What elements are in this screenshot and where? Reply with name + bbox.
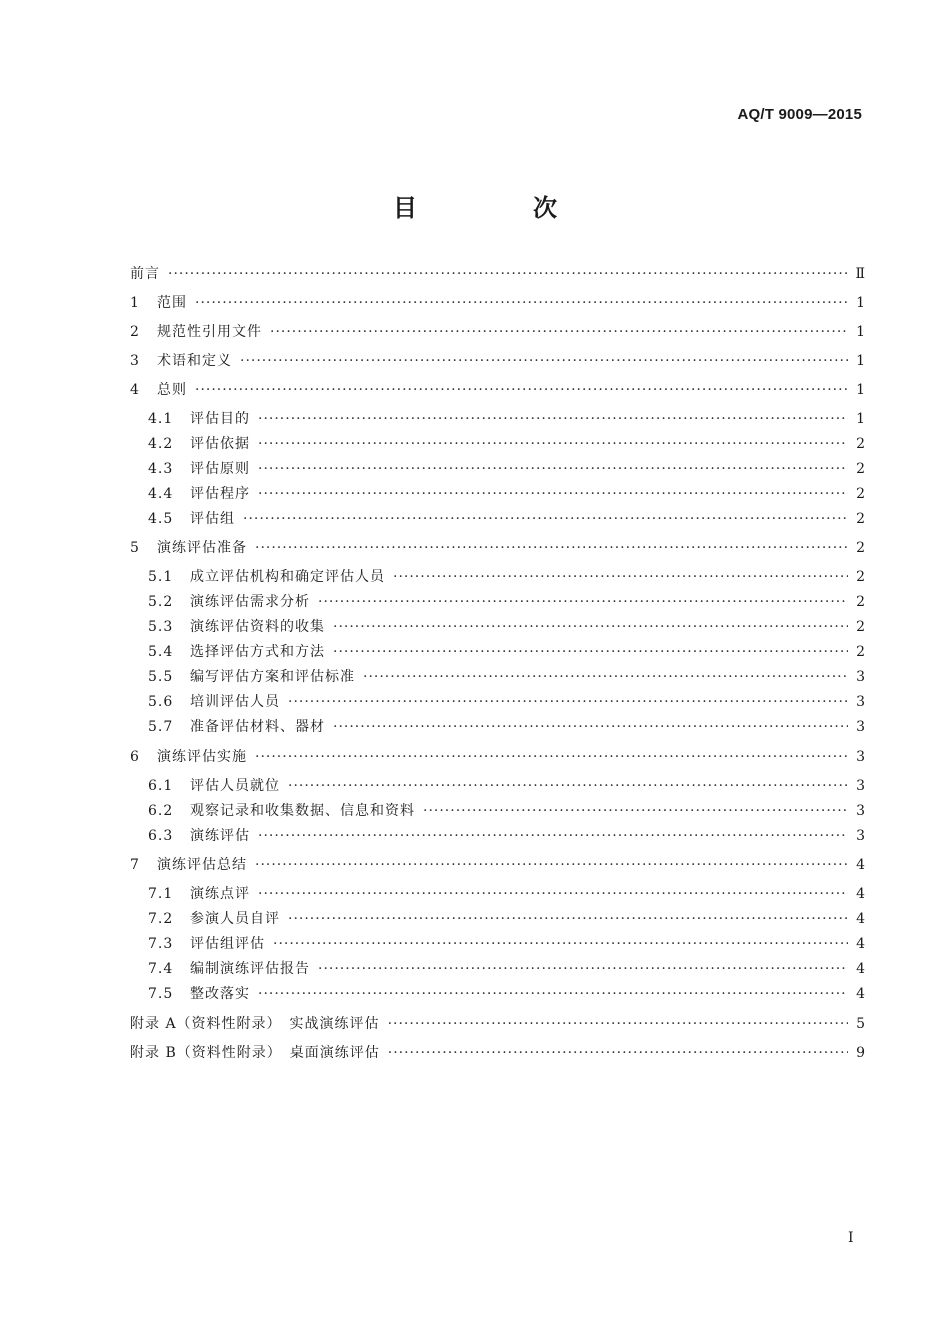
toc-entry-label: 术语和定义 (157, 353, 232, 369)
toc-leader-dots (255, 857, 848, 873)
toc-leader-dots (318, 961, 848, 977)
toc-entry[interactable] (130, 825, 865, 845)
toc-entry-label: 编写评估方案和评估标准 (190, 669, 355, 685)
toc-entry[interactable] (130, 691, 865, 711)
toc-entry-label: 评估依据 (190, 436, 250, 452)
toc-leader-dots (258, 986, 848, 1002)
toc-entry-page: 3 (856, 778, 865, 794)
toc-entry-page: 4 (856, 857, 865, 873)
toc-entry-label: 评估目的 (190, 411, 250, 427)
toc-entry-number: 2 (130, 324, 140, 340)
toc-entry-page: 2 (856, 644, 865, 660)
toc-entry-number: 6.3 (148, 828, 174, 844)
toc-entry[interactable] (130, 566, 865, 586)
toc-entry-label: 准备评估材料、器材 (190, 719, 325, 735)
toc-entry-number: 5.3 (148, 619, 174, 635)
toc-entry-page: 3 (856, 803, 865, 819)
toc-entry[interactable] (130, 458, 865, 478)
toc-entry[interactable] (130, 746, 865, 766)
toc-leader-dots (195, 295, 848, 311)
toc-entry-label: 附录 B（资料性附录） 桌面演练评估 (130, 1045, 380, 1061)
toc-entry-page: 2 (856, 486, 865, 502)
toc-entry[interactable] (130, 350, 865, 370)
toc-leader-dots (388, 1016, 849, 1032)
toc-entry-label: 观察记录和收集数据、信息和资料 (190, 803, 415, 819)
toc-entry-page: 1 (856, 411, 865, 427)
toc-entry-page: 4 (856, 986, 865, 1002)
toc-leader-dots (258, 411, 848, 427)
toc-leader-dots (255, 749, 848, 765)
toc-entry-label: 编制演练评估报告 (190, 961, 310, 977)
toc-leader-dots (388, 1045, 848, 1061)
toc-entry-label: 演练评估资料的收集 (190, 619, 325, 635)
toc-entry-number: 5.5 (148, 669, 174, 685)
toc-entry[interactable] (130, 983, 865, 1003)
toc-entry-page: 2 (856, 511, 865, 527)
toc-entry[interactable] (130, 1042, 865, 1062)
toc-leader-dots (333, 719, 848, 735)
toc-entry-label: 演练评估准备 (157, 540, 247, 556)
toc-entry-page: 1 (856, 295, 865, 311)
toc-entry-page: 2 (856, 569, 865, 585)
toc-entry[interactable] (130, 908, 865, 928)
toc-entry[interactable] (130, 666, 865, 686)
toc-entry-number: 4.2 (148, 436, 174, 452)
toc-leader-dots (423, 803, 848, 819)
standard-code: AQ/T 9009—2015 (737, 106, 862, 123)
toc-entry-label: 评估程序 (190, 486, 250, 502)
toc-entry-number: 1 (130, 295, 140, 311)
toc-entry-number: 6.1 (148, 778, 174, 794)
toc-entry-label: 评估原则 (190, 461, 250, 477)
toc-entry[interactable] (130, 379, 865, 399)
toc-leader-dots (243, 511, 848, 527)
toc-entry-page: 4 (856, 911, 865, 927)
page-title: 目 次 (393, 193, 603, 222)
toc-entry-label: 范围 (157, 295, 187, 311)
toc-entry-page: 5 (856, 1016, 865, 1032)
toc-entry[interactable] (130, 321, 865, 341)
toc-entry-label: 规范性引用文件 (157, 324, 262, 340)
toc-entry-label: 附录 A（资料性附录） 实战演练评估 (130, 1016, 380, 1032)
toc-entry-number: 7.4 (148, 961, 174, 977)
toc-entry[interactable] (130, 263, 865, 283)
toc-entry-label: 演练点评 (190, 886, 250, 902)
toc-entry-label: 前言 (130, 266, 160, 282)
toc-entry-number: 5 (130, 540, 140, 556)
toc-entry-label: 评估人员就位 (190, 778, 280, 794)
toc-entry[interactable] (130, 1013, 865, 1033)
toc-leader-dots (333, 619, 848, 635)
toc-entry[interactable] (130, 775, 865, 795)
toc-entry-label: 总则 (157, 382, 187, 398)
toc-leader-dots (318, 594, 848, 610)
toc-entry-number: 4.5 (148, 511, 174, 527)
toc-entry-page: 2 (856, 619, 865, 635)
toc-leader-dots (333, 644, 848, 660)
toc-entry-page: 3 (856, 694, 865, 710)
toc-leader-dots (288, 911, 848, 927)
toc-entry-number: 4.3 (148, 461, 174, 477)
toc-entry-label: 演练评估需求分析 (190, 594, 310, 610)
toc-entry[interactable] (130, 616, 865, 636)
toc-entry-label: 参演人员自评 (190, 911, 280, 927)
toc-entry[interactable] (130, 537, 865, 557)
toc-entry-number: 6.2 (148, 803, 174, 819)
toc-entry-page: 3 (856, 828, 865, 844)
toc-entry-page: 2 (856, 436, 865, 452)
toc-entry-label: 演练评估总结 (157, 857, 247, 873)
toc-entry-page: 2 (856, 540, 865, 556)
toc-entry-label: 整改落实 (190, 986, 250, 1002)
toc-leader-dots (258, 886, 848, 902)
toc-leader-dots (195, 382, 848, 398)
toc-entry-page: 4 (856, 886, 865, 902)
toc-entry-page: 4 (856, 961, 865, 977)
toc-entry-page: 3 (856, 719, 865, 735)
toc-entry[interactable] (130, 958, 865, 978)
toc-entry-number: 6 (130, 749, 140, 765)
toc-entry[interactable] (130, 508, 865, 528)
toc-entry-number: 5.6 (148, 694, 174, 710)
toc-leader-dots (363, 669, 848, 685)
toc-entry-label: 演练评估实施 (157, 749, 247, 765)
toc-entry-page: 1 (856, 382, 865, 398)
toc-entry-number: 5.1 (148, 569, 174, 585)
toc-entry-number: 4.4 (148, 486, 174, 502)
toc-entry-page: Ⅱ (855, 266, 865, 282)
toc-entry[interactable] (130, 933, 865, 953)
toc-entry-number: 7.3 (148, 936, 174, 952)
toc-entry[interactable] (130, 800, 865, 820)
toc-entry-number: 7.2 (148, 911, 174, 927)
toc-entry[interactable] (130, 716, 865, 736)
toc-entry-label: 评估组 (190, 511, 235, 527)
toc-entry-number: 4.1 (148, 411, 174, 427)
toc-entry-number: 7.5 (148, 986, 174, 1002)
toc-entry-number: 4 (130, 382, 140, 398)
toc-leader-dots (255, 540, 848, 556)
toc-entry-label: 培训评估人员 (190, 694, 280, 710)
toc-entry[interactable] (130, 433, 865, 453)
toc-entry[interactable] (130, 641, 865, 661)
toc-leader-dots (258, 486, 848, 502)
toc-leader-dots (168, 266, 847, 282)
toc-entry-page: 3 (856, 749, 865, 765)
toc-entry-page: 2 (856, 461, 865, 477)
toc-entry[interactable] (130, 292, 865, 312)
toc-entry-page: 9 (856, 1045, 865, 1061)
toc-entry-page: 3 (856, 669, 865, 685)
toc-leader-dots (258, 461, 848, 477)
toc-leader-dots (258, 828, 848, 844)
toc-entry-number: 7.1 (148, 886, 174, 902)
toc-leader-dots (288, 694, 848, 710)
toc-leader-dots (270, 324, 848, 340)
toc-leader-dots (258, 436, 848, 452)
toc-entry[interactable] (130, 883, 865, 903)
toc-entry-page: 4 (856, 936, 865, 952)
toc-leader-dots (393, 569, 848, 585)
toc-entry-number: 5.7 (148, 719, 174, 735)
toc-entry-label: 选择评估方式和方法 (190, 644, 325, 660)
toc-entry-label: 成立评估机构和确定评估人员 (190, 569, 385, 585)
toc-entry-label: 评估组评估 (190, 936, 265, 952)
toc-entry-number: 7 (130, 857, 140, 873)
toc-entry-page: 1 (856, 324, 865, 340)
toc-leader-dots (288, 778, 848, 794)
toc-entry-label: 演练评估 (190, 828, 250, 844)
page-number: I (848, 1230, 854, 1246)
toc-entry[interactable] (130, 483, 865, 503)
toc-entry-page: 1 (856, 353, 865, 369)
toc-leader-dots (240, 353, 848, 369)
toc-entry-page: 2 (856, 594, 865, 610)
toc-entry-number: 5.4 (148, 644, 174, 660)
toc-entry-number: 3 (130, 353, 140, 369)
toc-entry-number: 5.2 (148, 594, 174, 610)
toc-entry[interactable] (130, 854, 865, 874)
toc-entry[interactable] (130, 591, 865, 611)
toc-entry[interactable] (130, 408, 865, 428)
toc-leader-dots (273, 936, 848, 952)
